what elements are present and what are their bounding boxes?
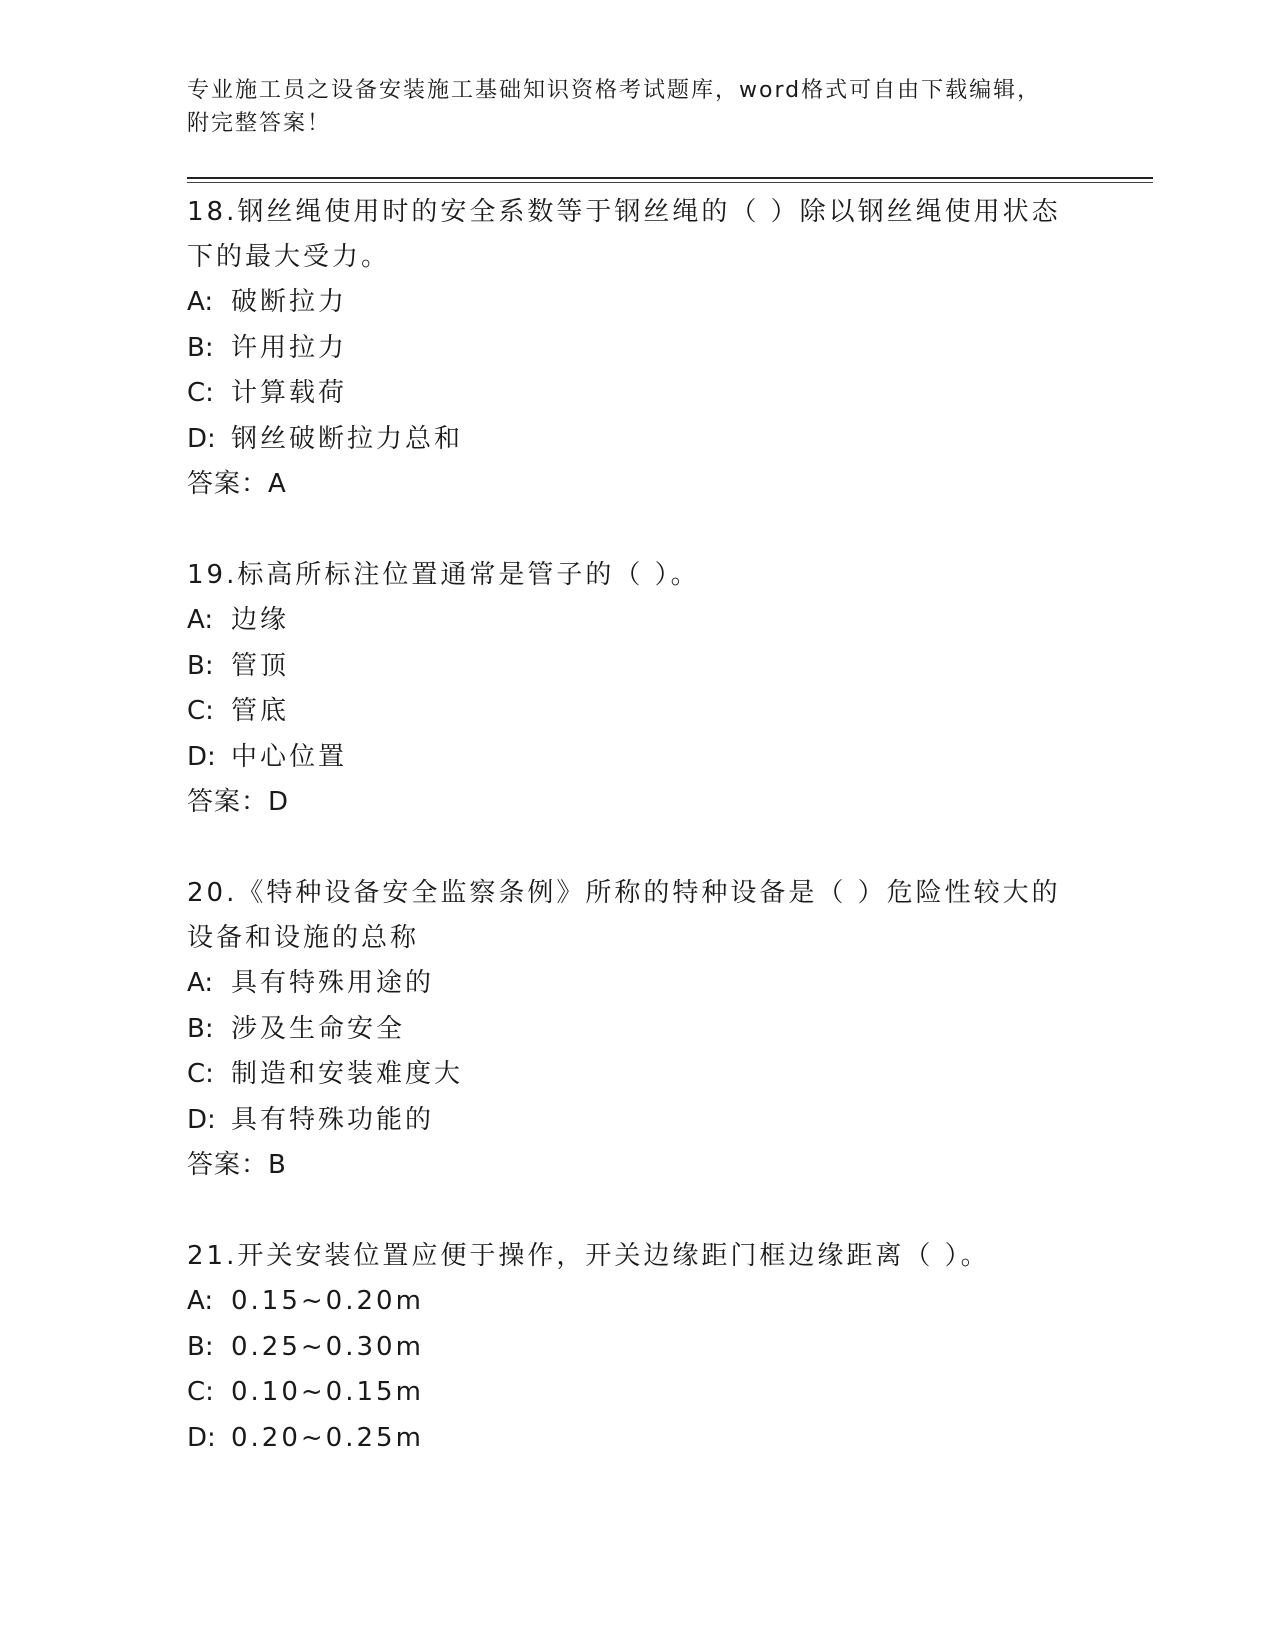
option-text: 0.15~0.20m xyxy=(231,1286,424,1316)
question-stem: 19.标高所标注位置通常是管子的（ ）。 xyxy=(187,560,700,590)
header-divider-thin xyxy=(187,182,1153,183)
question-stem: 20.《特种设备安全监察条例》所称的特种设备是（ ）危险性较大的设备和设施的总称 xyxy=(187,878,1061,953)
option-label: C: xyxy=(187,696,214,726)
option-b xyxy=(187,326,1087,372)
option-d xyxy=(187,735,1087,781)
spacer xyxy=(187,825,1087,871)
option-d xyxy=(187,1416,1087,1462)
spacer xyxy=(187,1188,1087,1234)
option-a xyxy=(187,1279,1087,1325)
option-label: A: xyxy=(187,605,214,635)
option-text: 许用拉力 xyxy=(231,332,348,363)
question-list xyxy=(187,190,1087,1461)
option-c xyxy=(187,371,1087,417)
header-line-1: 专业施工员之设备安装施工基础知识资格考试题库，word格式可自由下载编辑， xyxy=(187,78,1042,103)
option-label: D: xyxy=(187,1422,216,1453)
option-label: D: xyxy=(187,1104,216,1135)
question-stem: 21.开关安装位置应便于操作，开关边缘距门框边缘距离（ ）。 xyxy=(187,1241,990,1271)
option-label: C: xyxy=(187,1059,214,1089)
option-b xyxy=(187,1325,1087,1371)
question-21 xyxy=(187,1234,1087,1461)
option-text: 具有特殊功能的 xyxy=(231,1104,435,1135)
option-label: D: xyxy=(187,741,216,772)
header-divider-thick xyxy=(187,177,1153,179)
question-19 xyxy=(187,553,1087,825)
option-c xyxy=(187,1370,1087,1416)
option-text: 0.10~0.15m xyxy=(231,1377,424,1407)
option-text: 中心位置 xyxy=(231,741,348,772)
option-c xyxy=(187,689,1087,735)
question-stem: 18.钢丝绳使用时的安全系数等于钢丝绳的（ ）除以钢丝绳使用状态下的最大受力。 xyxy=(187,197,1061,272)
question-18 xyxy=(187,190,1087,507)
option-text: 管底 xyxy=(231,696,290,726)
option-c xyxy=(187,1052,1087,1098)
option-b xyxy=(187,1007,1087,1053)
answer: 答案：A xyxy=(187,469,287,499)
option-a xyxy=(187,280,1087,326)
option-label: B: xyxy=(187,1331,214,1362)
answer: 答案：D xyxy=(187,787,290,817)
option-d xyxy=(187,417,1087,463)
option-label: D: xyxy=(187,423,216,454)
option-text: 制造和安装难度大 xyxy=(231,1059,464,1089)
option-label: B: xyxy=(187,650,214,681)
option-label: C: xyxy=(187,378,214,408)
option-text: 边缘 xyxy=(231,605,290,635)
option-b xyxy=(187,644,1087,690)
option-text: 计算载荷 xyxy=(231,378,348,408)
option-label: B: xyxy=(187,1013,214,1044)
option-label: B: xyxy=(187,332,214,363)
option-text: 管顶 xyxy=(231,650,290,681)
option-d xyxy=(187,1098,1087,1144)
option-label: A: xyxy=(187,968,214,998)
option-text: 破断拉力 xyxy=(231,287,348,317)
question-20 xyxy=(187,871,1087,1188)
option-text: 涉及生命安全 xyxy=(231,1013,406,1044)
option-text: 具有特殊用途的 xyxy=(231,968,435,998)
option-text: 钢丝破断拉力总和 xyxy=(231,423,464,454)
option-text: 0.25~0.30m xyxy=(231,1331,424,1362)
option-a xyxy=(187,961,1087,1007)
answer: 答案：B xyxy=(187,1150,287,1180)
document-header xyxy=(187,74,1087,140)
header-line-2: 附完整答案！ xyxy=(187,111,332,136)
option-text: 0.20~0.25m xyxy=(231,1422,424,1453)
option-label: A: xyxy=(187,287,214,317)
option-a xyxy=(187,598,1087,644)
option-label: A: xyxy=(187,1286,214,1316)
option-label: C: xyxy=(187,1377,214,1407)
spacer xyxy=(187,507,1087,553)
